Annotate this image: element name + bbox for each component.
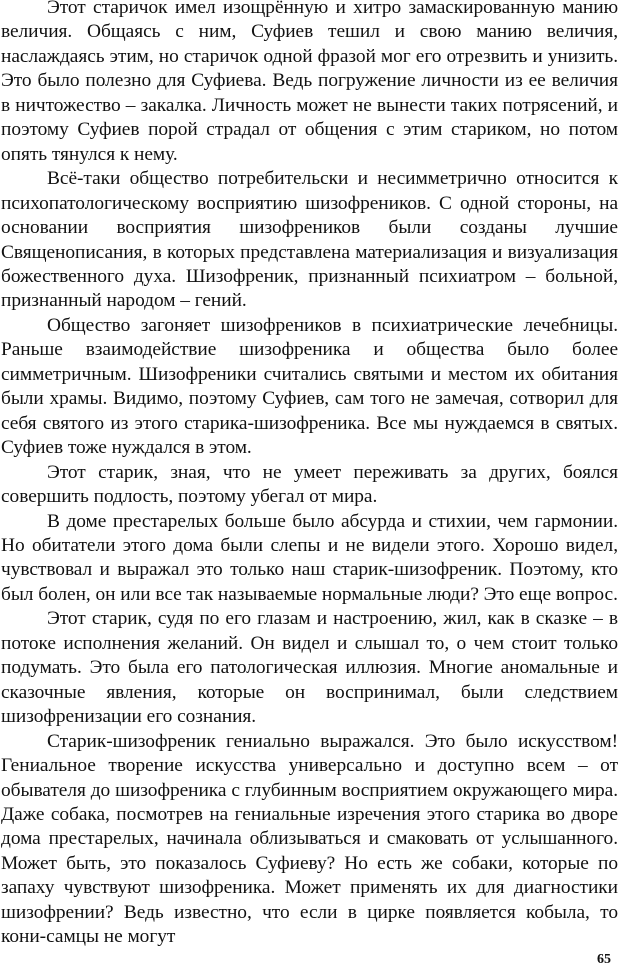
paragraph: Этот старик, зная, что не умеет переживать за других, боялся совершить подлость, поэтому убегал от мира. [1, 461, 618, 508]
paragraph: Этот старичок имел изощрённую и хитро замаскированную манию величия. Общаясь с ним, Суфиев тешил и свою манию величия, наслаждаясь этим, но старичок одной фразой мог его отрезвить и унизить. Это было полезно для Суфиева. Ведь погружение личности из ее величия в ничтожество – закалка. Личность может не вынести таких потрясений, и поэтому Суфиев порой страдал от общения с этим стариком, но потом опять тянулся к нему. [1, 0, 618, 165]
paragraph: В доме престарелых больше было абсурда и стихии, чем гармонии. Но обитатели этого дома были слепы и не видели этого. Хорошо видел, чувствовал и выражал это только наш старик-шизофреник. Поэтому, кто был болен, он или все так называемые нормальные люди? Это еще вопрос. [1, 510, 618, 605]
paragraph: Всё-таки общество потребительски и несимметрично относится к психопатологическому восприятию шизофреников. С одной стороны, на основании восприятия шизофреников были созданы лучшие Священописания, в которых представлена материализация и визуализация божественного духа. Шизофреник, признанный психиатром – больной, признанный народом – гений. [1, 168, 618, 312]
paragraph: Старик-шизофреник гениально выражался. Это было искусством! Гениальное творение искусства универсально и доступно всем – от обывателя до шизофреника с глубинным восприятием окружающего мира. Даже собака, посмотрев на гениальные изречения этого старика во дворе дома престарелых, начинала облизываться и смаковать от услышанного. Может быть, это показалось Суфиеву? Но есть же собаки, которые по запаху чувствуют шизофреника. Может применять их для диагностики шизофрении? Ведь известно, что если в цирке появляется кобыла, то кони-самцы не могут [1, 730, 618, 948]
paragraph: Этот старик, судя по его глазам и настроению, жил, как в сказке – в потоке исполнения желаний. Он видел и слышал то, о чем стоит только подумать. Это была его патологическая иллюзия. Многие аномальные и сказочные явления, которые он воспринимал, были следствием шизофренизации его сознания. [1, 608, 618, 728]
page-number: 65 [597, 952, 611, 967]
paragraph: Общество загоняет шизофреников в психиатрические лечебницы. Раньше взаимодействие шизофреника и общества было более симметричным. Шизофреники считались святыми и местом их обитания были храмы. Видимо, поэтому Суфиев, сам того не замечая, сотворил для себя святого из этого старика-шизофреника. Все мы нуждаемся в святых. Суфиев тоже нуждался в этом. [1, 314, 618, 459]
